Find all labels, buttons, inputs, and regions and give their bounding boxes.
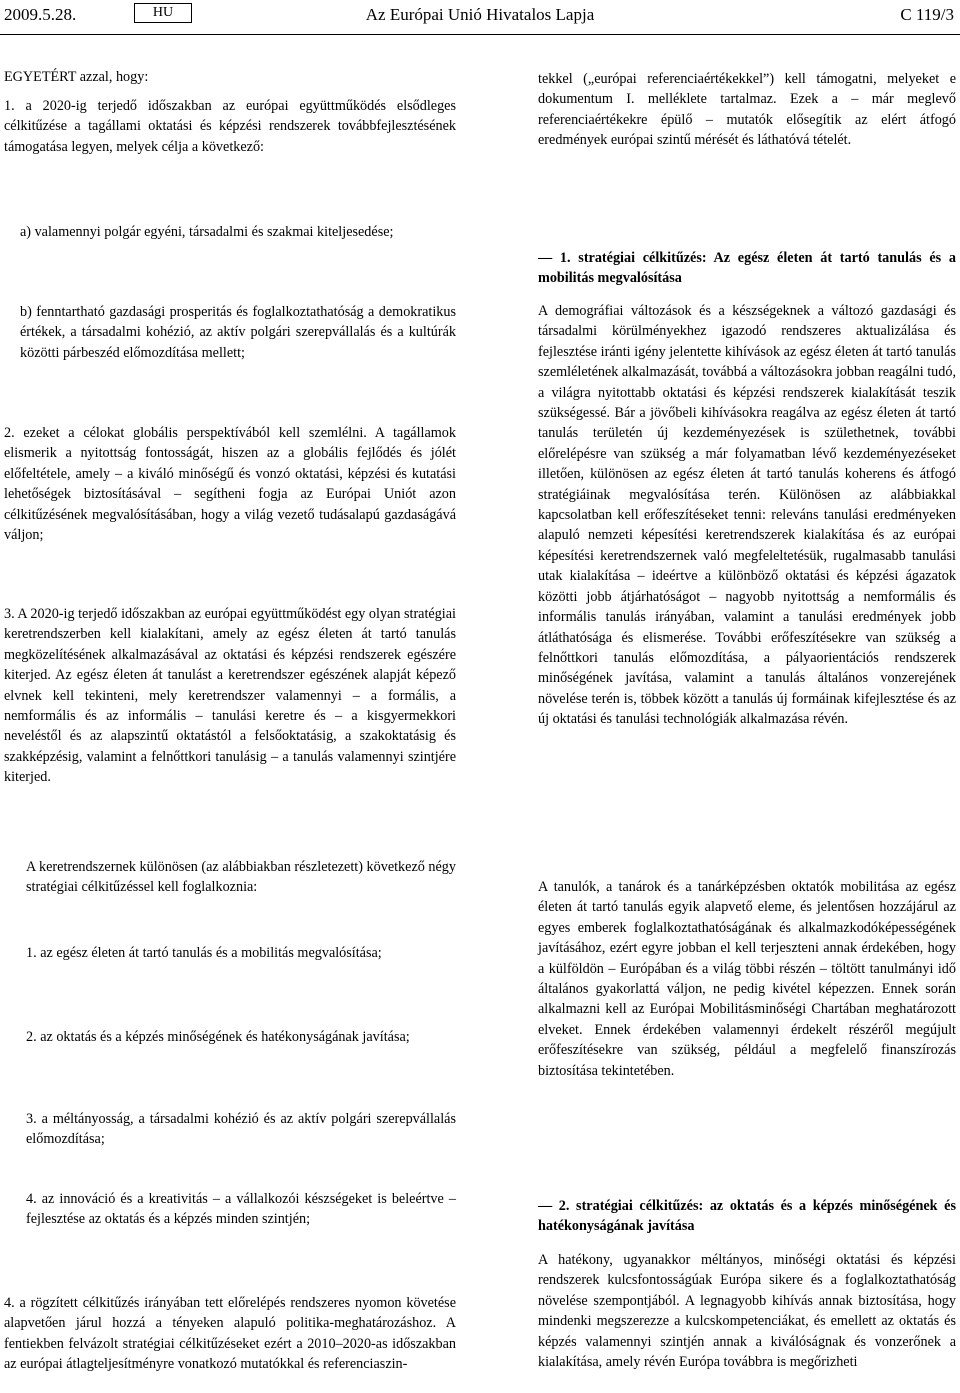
journal-title: Az Európai Unió Hivatalos Lapja [365,5,595,24]
right-paragraph-2: A demográfiai változások és a készségeknek a változó gazdasági és társadalmi körülményekhez igazodó rendszeres aktualizálása és fejlesztése iránti igény jelentette kihívások az egész életen át tartó tanulás szemléletének alkalmazását, továbbá a változásokra jobban reagálni tudó, a világra nyitottabb oktatási és képzési rendszerek kialakítását teszik szükségessé. Bár a jövőbeli kihívásokra reagálva az egész életen át tartó tanulás területén új kezdeményezések is születhetnek, további előrelépésre van szükség a már folyamatban lévő kezdeményezéseket illetően, különösen az egész életen át tartó tanulás koherens és átfogó stratégiáinak megvalósítása terén. Különösen az alábbiakkal kapcsolatban kell erőfeszítéseket tenni: releváns tanulási eredményeken alapuló nemzeti képesítési keretrendszerek kialakítása és az európai képesítési keretrendszernek való megfeleltetésük, rugalmasabb tanulási utak kialakítása – ideértve a különböző oktatási és képzési ágazatok közötti jobb átjárhatóságot – nagyobb nyitottság a nemformális és informális tanulás irányában, valamint a tanulási eredmények jobb átláthatósága és elismerése. További erőfeszítésekre van szükség a felnőttkori tanulás előmozdítása, a pályaorientációs rendszerek minőségének javítása, valamint a tanulás általános vonzerejének növelése terén is, többek között a tanulás új formáinak kifejlesztése és az új oktatási és tanulási technológiák alkalmazása révén. [538,303,956,728]
objective-2-heading: — 2. stratégiai célkitűzés: az oktatás és a képzés minőségének és hatékonyságának javítása [538,1198,956,1235]
right-paragraph-1: tekkel („európai referenciaértékekkel”) kell támogatni, melyeket e dokumentum I. melléklete tartalmaz. Ezek a – már meglevő referenciaértékekre épülő – mutatók elősegítik az elért átfogó eredmények európai szintű mérését és láthatóvá tételét. [538,71,956,149]
paragraph-1: 1. a 2020-ig terjedő időszakban az európai együttműködés elsődleges célkitűzése a tagállami oktatási és képzési rendszerek továbbfejlesztésének támogatása legyen, melyek célja a következő: [4,98,456,155]
right-paragraph-4: A hatékony, ugyanakkor méltányos, minőségi oktatási és képzési rendszerek kulcsfontosságúak Európa sikere és a foglalkoztathatóság növelése szempontjából. A legnagyobb kihívás annak biztosítása, hogy mindenki megszerezze a kulcskompetenciákat, és emellett az oktatás és képzés valamennyi szintjén annak a kiválóságnak és vonzerőnek a kialakítása, amely révén Európa továbbra is megőrizheti [538,1252,956,1371]
intro-text: EGYETÉRT azzal, hogy: [4,69,149,85]
item-a: a) valamennyi polgár egyéni, társadalmi és szakmai kiteljesedése; [20,224,394,240]
objective-2: 2. az oktatás és a képzés minőségének és hatékonyságának javítása; [26,1029,410,1045]
paragraph-5: 4. a rögzített célkitűzés irányában tett előrelépés rendszeres nyomon követése alapvetően járul hozzá a tényeken alapuló politika-meghatározáshoz. A fentiekben felvázolt stratégiai célkitűzéseket ezért a 2010–2020-as időszakban az európai átlagteljesítményre vonatkozó mutatókkal és referenciaszin- [4,1295,456,1373]
paragraph-2: 2. ezeket a célokat globális perspektívából kell szemlélni. A tagállamok elismerik a nyitottság fontosságát, hiszen az a globális fejlődés és jólét előfeltétele, amely – a kiváló minőségű és vonzó oktatási, képzési és kutatási lehetőségek biztosításával – segítheni fogja az Európai Uniót azon célkitűzésének megvalósításában, hogy a világ vezető tudásalapú gazdaságává váljon; [4,425,456,544]
objective-4: 4. az innováció és a kreativitás – a vállalkozói készségeket is beleértve – fejlesztése az oktatás és a képzés minden szintjén; [26,1191,456,1228]
paragraph-3: 3. A 2020-ig terjedő időszakban az európai együttműködést egy olyan stratégiai keretrendszerben kell kialakítani, amely az egész életen át tartó tanulás megközelítésének alkalmazásával az oktatási és képzési rendszerek egészére kiterjed. Az egész életen át tanulást a keretrendszer egészének alapját képező elvnek kell tekinteni, mely keretrendszer valamennyi – a formális, a nemformális és az informális – tanulási keretre és – a kisgyermekkori neveléstől és az alapszintű oktatástól a felsőoktatásig, a szakoktatásig és szakképzésig, valamint a felnőttkori tanulásig – a tanulás valamennyi szintjére kiterjed. [4,606,456,786]
objective-1: 1. az egész életen át tartó tanulás és a mobilitás megvalósítása; [26,945,382,961]
journal-header [0,0,960,30]
item-b: b) fenntartható gazdasági prosperitás és foglalkoztathatóság a demokratikus értékek, a társadalmi kohézió, az aktív polgári szerepvállalás és a kultúrák közötti párbeszéd előmozdítása mellett; [20,304,456,361]
paragraph-4: A keretrendszernek különösen (az alábbiakban részletezett) következő négy stratégiai célkitűzéssel kell foglalkoznia: [26,859,456,896]
language-badge: HU [134,3,192,23]
right-paragraph-3: A tanulók, a tanárok és a tanárképzésben oktatók mobilitása az egész életen át tartó tanulás egyik alapvető eleme, és jelentősen hozzájárul az egyes emberek foglalkoztathatóságának és alkalmazkodóképességének javításához, ezért egyre jobban el kell terjeszteni annak érdekében, hogy a külföldön – Európában és a világ többi részén – töltött tanulmányi idő általános gyakorlattá váljon, ne pedig kivétel képezzen. Ennek során alkalmazni kell az Európai Mobilitásminőségi Chartában meghatározott elveket. Ennek érdekében valamennyi érdekelt részéről megújult erőfeszítésekre van szükség, például a megfelelő finanszírozás biztosítása tekintetében. [538,879,956,1079]
objective-3: 3. a méltányosság, a társadalmi kohézió és az aktív polgári szerepvállalás előmozdítása; [26,1111,456,1148]
publication-date: 2009.5.28. [4,5,77,24]
page-reference: C 119/3 [900,5,954,24]
header-divider [0,34,960,35]
objective-1-heading: — 1. stratégiai célkitűzés: Az egész életen át tartó tanulás és a mobilitás megvalósítása [538,250,956,287]
